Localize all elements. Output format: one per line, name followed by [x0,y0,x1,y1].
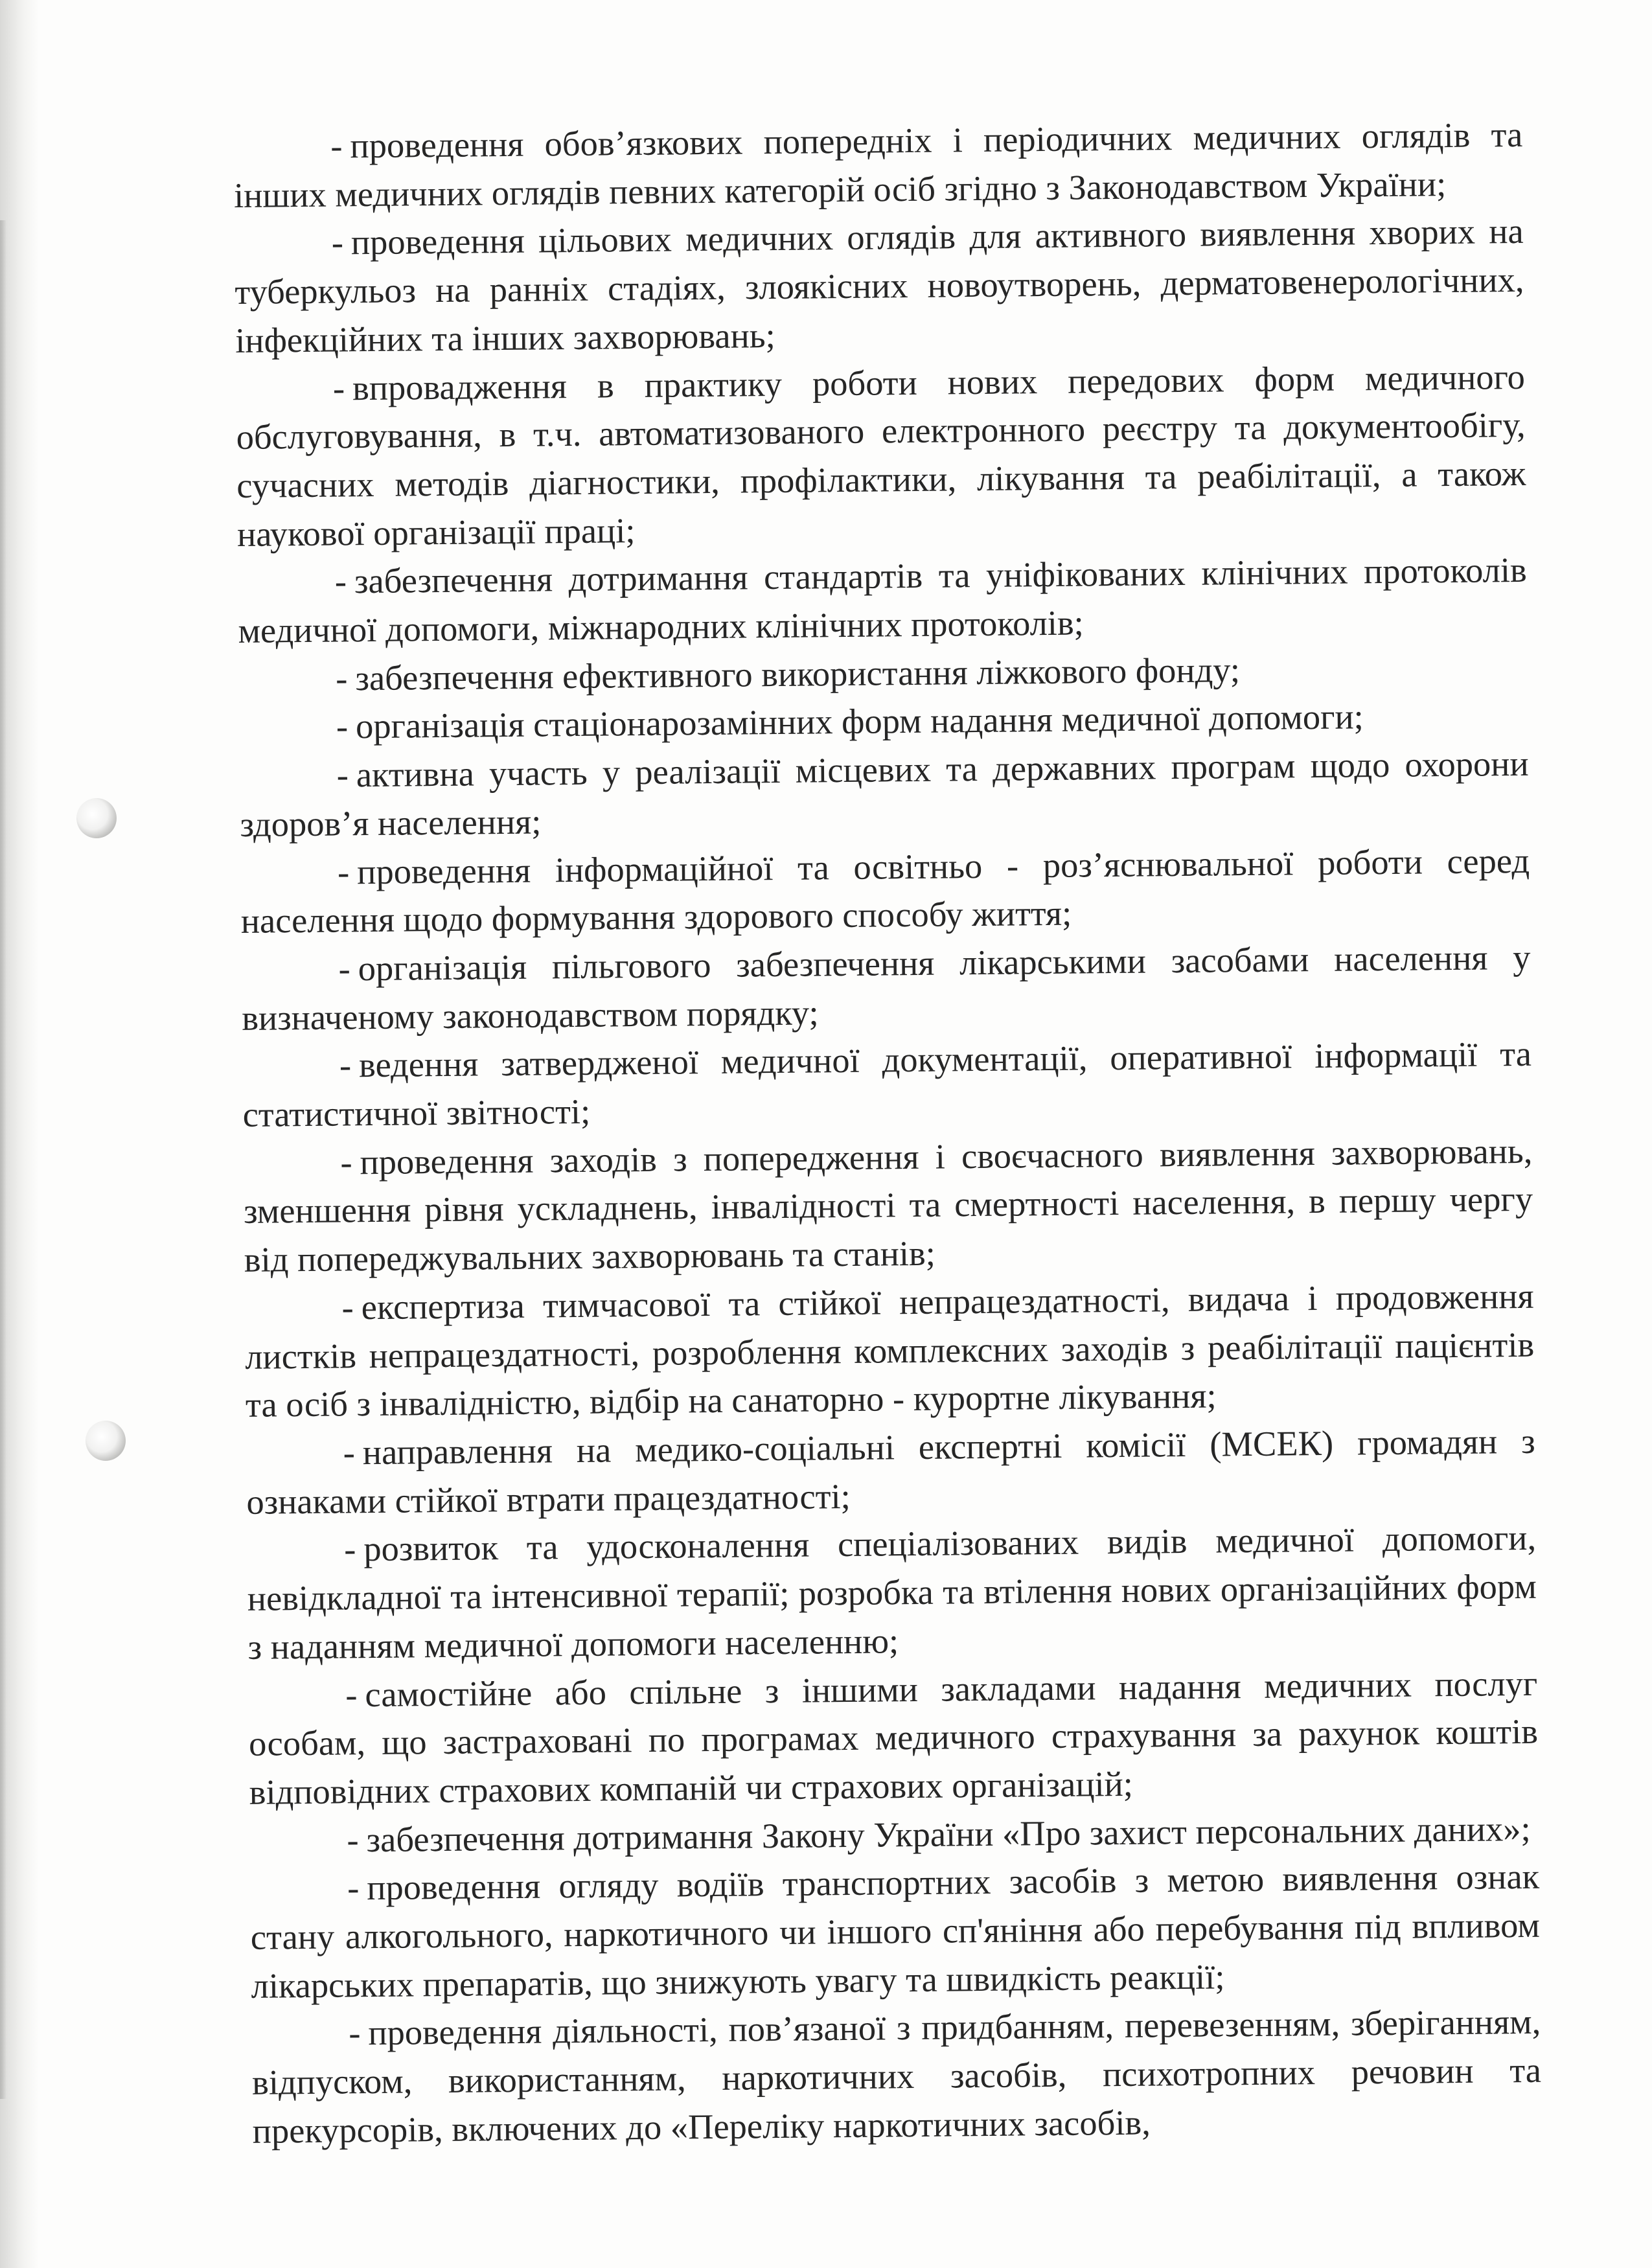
list-item: - розвиток та удосконалення спеціалізованих видів медичної допомоги, невідкладної та інтенсивної терапії; розробка та втілення нових організаційних форм з наданням медичної допомоги населенню; [247,1518,1537,1667]
list-dash: - [341,1287,354,1327]
list-item: - активна участь у реалізації місцевих та державних програм щодо охорони здоров’я населення; [240,743,1529,844]
list-item: - проведення цільових медичних оглядів для активного виявлення хворих на туберкульоз на ранніх стадіях, злоякісних новоутворень, дерматовенерологічних, інфекційних та інших захворювань; [235,211,1524,360]
list-item: - проведення інформаційної та освітньо - роз’яснювальної роботи серед населення щодо формування здорового способу життя; [240,840,1530,941]
list-dash: - [335,658,348,698]
list-item: - проведення обов’язкових попередніх і періодичних медичних оглядів та інших медичних оглядів певних категорій осіб згідно з Законодавством України; [233,114,1523,215]
list-dash: - [332,367,345,408]
punch-hole-top [76,798,117,838]
list-item: - експертиза тимчасової та стійкої непрацездатності, видача і продовження листків непрацездатності, розроблення комплексних заходів з реабілітації пацієнтів та осіб з інвалідністю, відбір на санаторно - курортне лікування; [244,1276,1535,1425]
list-item: - ведення затвердженої медичної документації, оперативної інформації та статистичної звітності; [242,1034,1532,1134]
list-dash: - [343,1529,356,1569]
list-dash: - [330,126,343,166]
list-item: - організація стаціонарозамінних форм надання медичної допомоги; [336,696,1364,746]
list-item: - організація пільгового забезпечення лікарськими засобами населення у визначеному законодавством порядку; [241,937,1531,1038]
list-dash: - [336,755,349,795]
list-dash: - [331,222,344,262]
list-dash: - [347,1868,360,1908]
list-dash: - [334,561,347,601]
list-item: - проведення діяльності, пов’язаної з придбанням, перевезенням, зберіганням, відпуском, використанням, наркотичних засобів, психотропних речовин та прекурсорів, включених до «Переліку наркотичних засобів, [251,2002,1542,2151]
list-dash: - [347,1819,359,1860]
list-item: - направлення на медико-соціальні експертні комісії (МСЕК) громадян з ознаками стійкої втрати працездатності; [246,1421,1535,1522]
list-dash: - [339,1045,352,1085]
list-dash: - [349,2013,361,2053]
list-item: - проведення огляду водіїв транспортних засобів з метою виявлення ознак стану алкогольного, наркотичного чи іншого сп'яніння або перебування під впливом лікарських препаратів, що знижують увагу та швидкість реакції; [250,1857,1541,2006]
list-dash: - [336,706,349,746]
punch-hole-bottom [86,1421,126,1461]
list-item: - забезпечення дотримання стандартів та уніфікованих клінічних протоколів медичної допомоги, міжнародних клінічних протоколів; [238,550,1528,650]
stacked-sheets-edge [0,220,6,2099]
list-item: - забезпечення ефективного використання ліжкового фонду; [335,649,1241,698]
list-dash: - [337,851,350,892]
list-dash: - [345,1674,358,1714]
list-dash: - [340,1142,352,1182]
list-dash: - [343,1432,356,1472]
list-item: - проведення заходів з попередження і своєчасного виявлення захворювань, зменшення рівня ускладнень, інвалідності та смертності населення, в першу чергу від попереджувальних захворювань та станів; [243,1130,1533,1280]
list-item: - самостійне або спільне з іншими закладами надання медичних послуг особам, що застраховані по програмах медичного страхування за рахунок коштів відповідних страхових компаній чи страхових організацій; [248,1663,1539,1812]
list-item: - впровадження в практику роботи нових передових форм медичного обслуговування, в т.ч. автоматизованого електронного реєстру та документообігу, сучасних методів діагностики, профілактики, лікування та реабілітації, а також наукової організації праці; [236,356,1526,554]
list-dash: - [338,948,350,989]
list-item: - забезпечення дотримання Закону України «Про захист персональних даних»; [347,1808,1531,1860]
document-body [233,111,1543,2203]
